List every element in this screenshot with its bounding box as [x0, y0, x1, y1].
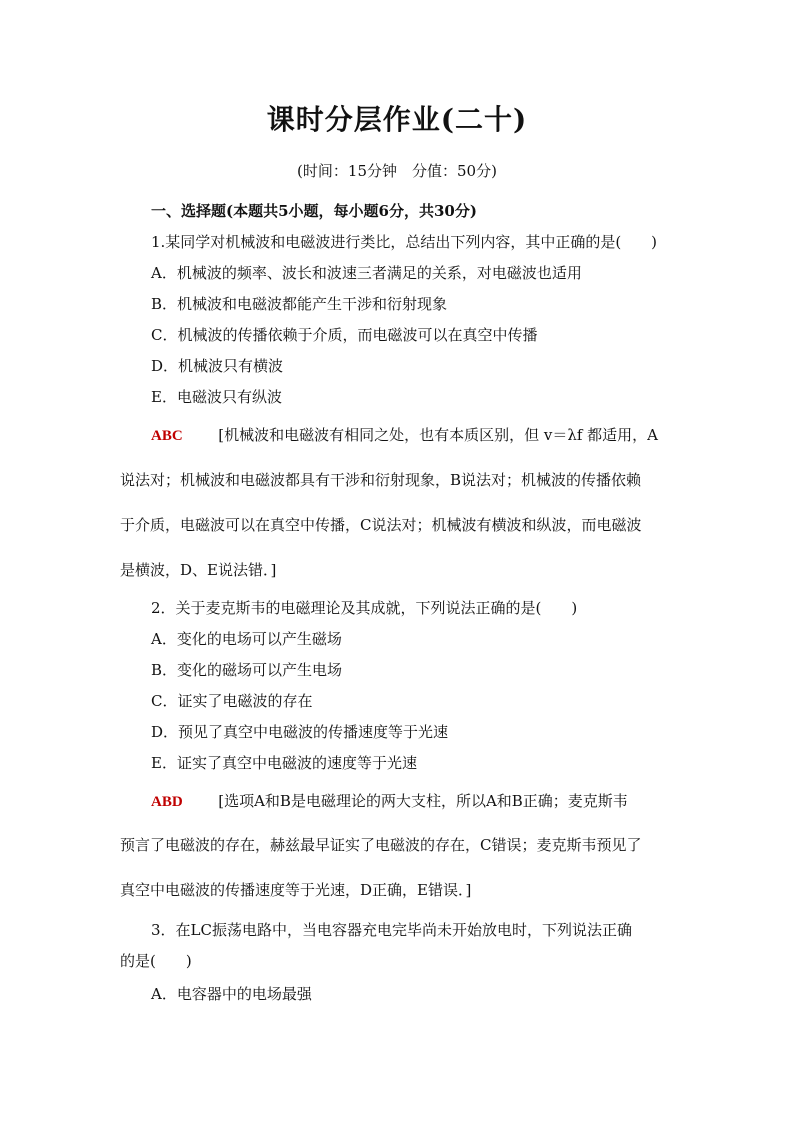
question-2-answer: ABD [151, 794, 183, 810]
question-3-option-a: A．电容器中的电场最强 [151, 985, 312, 1003]
question-1-explanation-line-4: 是横波，D、E说法错．] [120, 561, 277, 579]
question-2-option-b: B．变化的磁场可以产生电场 [151, 661, 343, 679]
question-2-option-c: C．证实了电磁波的存在 [151, 692, 313, 710]
question-1-option-b: B．机械波和电磁波都能产生干涉和衍射现象 [151, 295, 448, 313]
question-2-answer-line [151, 790, 628, 811]
question-2-option-a: A．变化的电场可以产生磁场 [151, 630, 342, 648]
question-1-option-a: A．机械波的频率、波长和波速三者满足的关系，对电磁波也适用 [151, 264, 582, 282]
page-title: 课时分层作业(二十) [266, 103, 528, 136]
page-subtitle: (时间：15分钟 分值：50分) [297, 162, 497, 180]
question-1-explanation-line-3: 于介质，电磁波可以在真空中传播，C说法对；机械波有横波和纵波，而电磁波 [120, 516, 642, 534]
question-2-explanation-line-1: [选项A和B是电磁理论的两大支柱，所以A和B正确；麦克斯韦 [218, 792, 628, 810]
question-1-explanation-line-2: 说法对；机械波和电磁波都具有干涉和衍射现象，B说法对；机械波的传播依赖 [120, 471, 642, 489]
question-2-option-e: E．证实了真空中电磁波的速度等于光速 [151, 754, 417, 772]
question-3-stem-line-1: 3．在LC振荡电路中，当电容器充电完毕尚未开始放电时，下列说法正确 [151, 921, 632, 939]
section-heading: 一、选择题(本题共5小题，每小题6分，共30分) [151, 202, 477, 220]
question-2-stem: 2．关于麦克斯韦的电磁理论及其成就，下列说法正确的是( ) [151, 599, 578, 617]
question-1-stem: 1.某同学对机械波和电磁波进行类比，总结出下列内容，其中正确的是( ) [151, 233, 658, 251]
question-2-explanation-line-3: 真空中电磁波的传播速度等于光速，D正确，E错误．] [120, 881, 472, 899]
question-2-option-d: D．预见了真空中电磁波的传播速度等于光速 [151, 723, 449, 741]
question-3-stem-line-2: 的是( ) [120, 952, 192, 970]
question-1-answer-line [151, 424, 658, 445]
question-1-option-c: C．机械波的传播依赖于介质，而电磁波可以在真空中传播 [151, 326, 538, 344]
question-1-answer: ABC [151, 428, 183, 444]
question-1-option-d: D．机械波只有横波 [151, 357, 284, 375]
question-1-explanation-line-1: [机械波和电磁波有相同之处，也有本质区别，但 v＝λf 都适用，A [218, 426, 658, 444]
question-2-explanation-line-2: 预言了电磁波的存在，赫兹最早证实了电磁波的存在，C错误；麦克斯韦预见了 [120, 836, 642, 854]
question-1-option-e: E．电磁波只有纵波 [151, 388, 282, 406]
